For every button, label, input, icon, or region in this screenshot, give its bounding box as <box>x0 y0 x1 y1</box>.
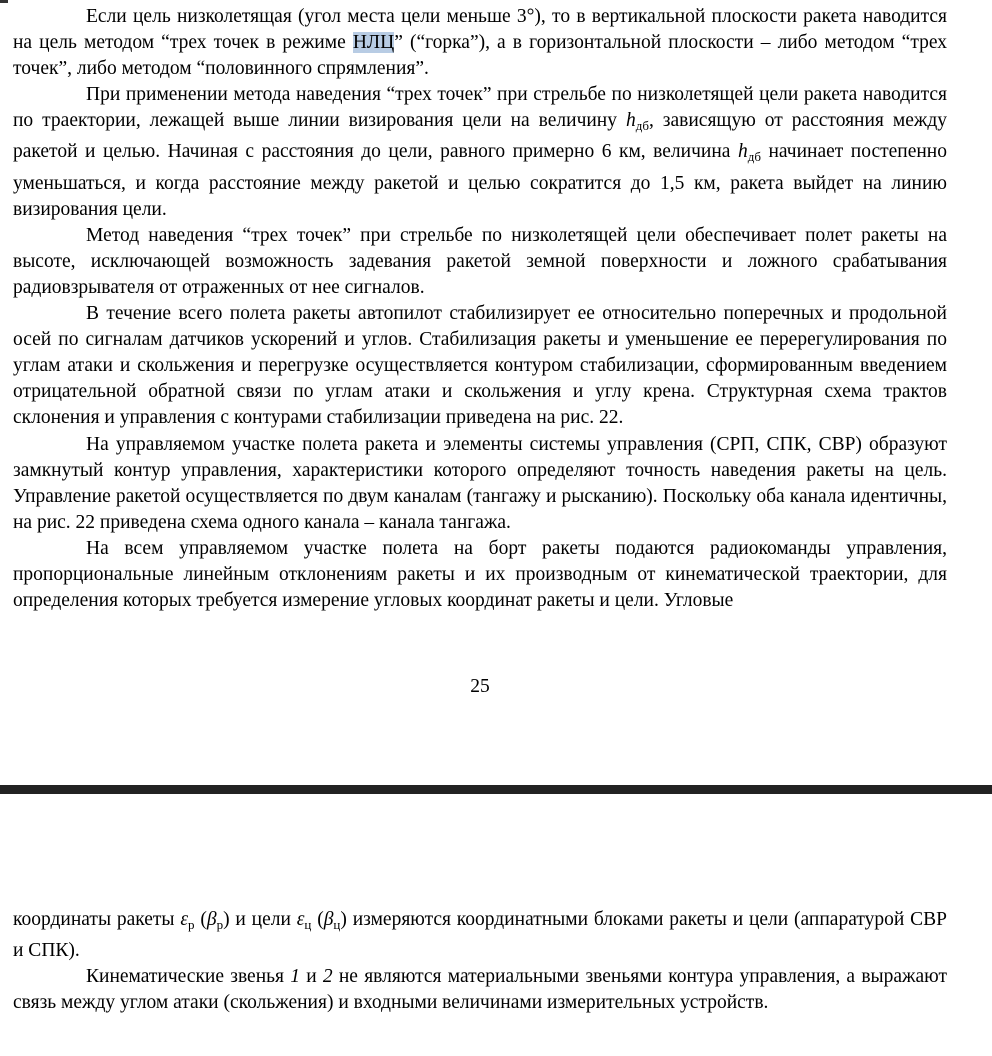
page-25-text <box>13 4 947 614</box>
page-number: 25 <box>470 676 490 697</box>
variable-h: h <box>737 141 748 163</box>
variable-h: h <box>625 110 636 132</box>
paragraph-2: При применении метода наведения “трех точек” при стрельбе по низколетящей цели ракета наводится по траектории, лежащей выше линии визирования цели на величину $h_{дб}$, зависящую от расстояния между ракетой и целью. Начиная с расстояния до цели, равного примерно 6 км, величина $h_{дб}$ начинает постепенно уменьшаться, и когда расстояние между ракетой и целью сократится до 1,5 км, ракета выйдет на линию визирования цели. <box>13 84 947 220</box>
page-separator <box>0 785 992 794</box>
paragraph-3: Метод наведения “трех точек” при стрельбе по низколетящей цели обеспечивает полет ракеты на высоте, исключающей возможность задевания ракетой земной поверхности и ложного срабатывания радиовзрывателя от отраженных от нее сигналов. <box>13 224 947 298</box>
paragraph-4: В течение всего полета ракеты автопилот стабилизирует ее относительно поперечных и продольной осей по сигналам датчиков ускорений и углов. Стабилизация ракеты и уменьшение ее перерегулирования по углам атаки и скольжения и перегрузке осуществляется контуром стабилизации, сформированным введением отрицательной обратной связи по углам атаки и скольжения и углу крена. Структурная схема трактов склонения и управления с контурами стабилизации приведена на рис. 22. <box>13 303 947 429</box>
paragraph-6: На всем управляемом участке полета на борт ракеты подаются радиокоманды управления, пропорциональные линейным отклонениям ракеты и их производным от кинематической траектории, для определения которых требуется измерение угловых координат ракеты и цели. Угловые <box>13 537 947 612</box>
search-highlight: НЛЦ <box>352 32 395 54</box>
paragraph-5: На управляемом участке полета ракета и элементы системы управления (СРП, СПК, СВР) образуют замкнутый контур управления, характеристики которого определяют точность наведения ракеты на цель. Управление ракетой осуществляется по двум каналам (тангажу и рысканию). Поскольку оба канала идентичны, на рис. 22 приведена схема одного канала – канала тангажа. <box>13 433 947 533</box>
page-26-text <box>13 907 947 1016</box>
paragraph-1: Если цель низколетящая (угол места цели меньше 3°), то в вертикальной плоскости ракета наводится на цель методом “трех точек в режиме НЛЦ” (“горка”), а в горизонтальной плоскости – либо методом “трех точек”, либо методом “половинного спрямления”. <box>13 6 947 80</box>
paragraph-8: Кинематические звенья 1 и 2 не являются материальными звеньями контура управления, а выражают связь между углом атаки (скольжения) и входными величинами измерительных устройств. <box>13 966 947 1014</box>
paragraph-7: координаты ракеты $\varepsilon_р$ $(\beta_р)$ и цели $\varepsilon_ц$ $(\beta_ц)$ измеряются координатными блоками ракеты и цели (аппаратурой СВР и СПК). <box>13 909 947 962</box>
page-edge-mark <box>0 0 8 3</box>
